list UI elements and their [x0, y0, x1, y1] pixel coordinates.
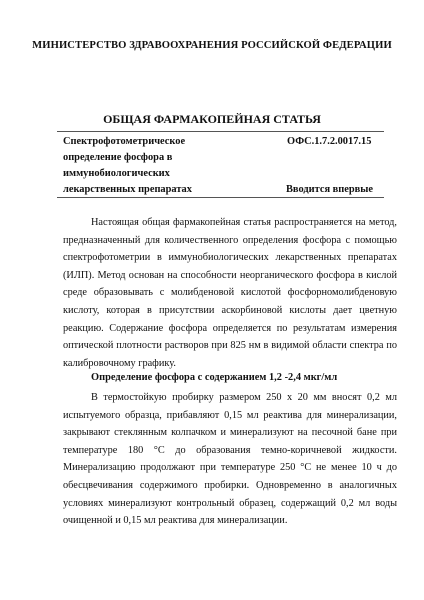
paragraph-line: среде образовывать с молибденовой кислотой фосфорномолибденовую	[63, 287, 397, 299]
monograph-name-line: определение фосфора в	[63, 152, 173, 163]
paragraph-line: закрывают стеклянным колпачком и минерализуют на песочной бане при	[63, 427, 397, 439]
paragraph-line: предназначенный для количественного определения фосфора с помощью	[63, 234, 397, 246]
paragraph-line: условиях минерализуют контрольный образец, содержащий 0,2 мл воды	[63, 497, 397, 509]
paragraph-line: кислоту, которая в присутствии аскорбиновой кислоты дает цветную	[63, 304, 397, 316]
section-subheading: Определение фосфора с содержанием 1,2 -2,4 мкг/мл	[91, 372, 338, 383]
paragraph-line: калибровочному графику.	[63, 357, 176, 369]
paragraph-line: обесцвечивания содержимого пробирки. Одновременно в аналогичных	[63, 479, 397, 491]
introduced-note: Вводится впервые	[286, 184, 373, 195]
document-type-title: ОБЩАЯ ФАРМАКОПЕЙНАЯ СТАТЬЯ	[103, 112, 321, 126]
monograph-code: ОФС.1.7.2.0017.15	[287, 136, 372, 147]
paragraph-line: оптической плотности растворов при 825 нм в видимой области спектра по	[63, 340, 397, 352]
bottom-divider	[57, 197, 384, 198]
intro-paragraph	[63, 214, 397, 372]
monograph-name-line: лекарственных препаратах	[63, 184, 192, 195]
paragraph-line: реакцию. Содержание фосфора определяется по результатам измерения	[63, 322, 397, 334]
paragraph-line: температуре 180 °С до образования темно-коричневой жидкости.	[63, 444, 397, 456]
paragraph-line: испытуемого образца, прибавляют 0,15 мл реактива для минерализации,	[63, 409, 397, 421]
paragraph-line: В термостойкую пробирку размером 250 х 20 мм вносят 0,2 мл	[91, 392, 397, 403]
paragraph-line: Настоящая общая фармакопейная статья распространяется на метод,	[91, 217, 397, 228]
paragraph-line: Минерализацию продолжают при температуре 250 °С не менее 10 ч до	[63, 462, 397, 474]
ministry-heading: МИНИСТЕРСТВО ЗДРАВООХРАНЕНИЯ РОССИЙСКОЙ ФЕДЕРАЦИИ	[32, 40, 392, 51]
paragraph-line: очищенной и 0,15 мл реактива для минерализации.	[63, 515, 288, 527]
monograph-name	[63, 134, 233, 198]
monograph-name-line: иммунобиологических	[63, 168, 170, 179]
paragraph-line: (ИЛП). Метод основан на способности неорганического фосфора в кислой	[63, 269, 397, 281]
monograph-name-line: Спектрофотометрическое	[63, 136, 186, 147]
paragraph-line: спектрофотометрии в иммунобиологических лекарственных препаратах	[63, 252, 397, 264]
top-divider	[57, 131, 384, 132]
method-paragraph	[63, 389, 397, 530]
